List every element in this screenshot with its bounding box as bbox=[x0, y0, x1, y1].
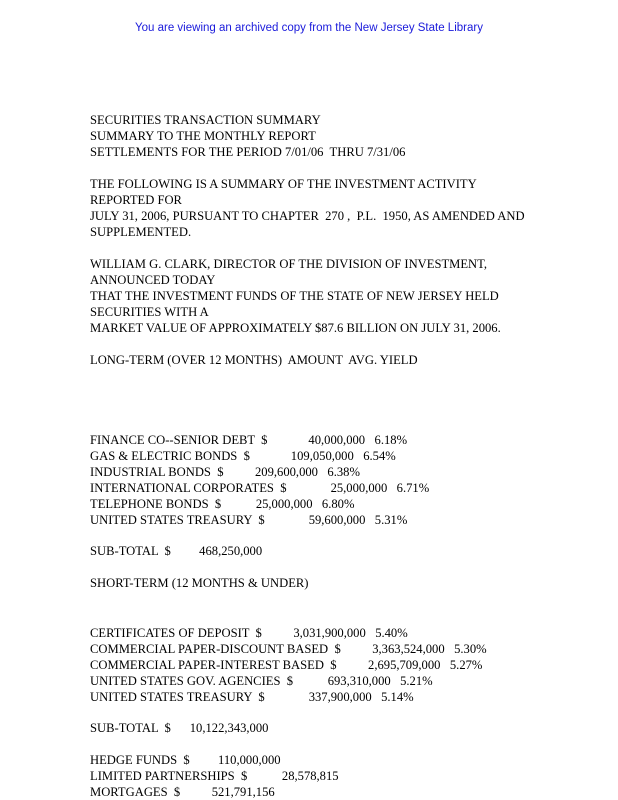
long-term-row: FINANCE CO--SENIOR DEBT $ 40,000,000 6.18% bbox=[90, 433, 408, 447]
short-term-subtotal: SUB-TOTAL $ 10,122,343,000 bbox=[90, 721, 269, 735]
short-term-row: UNITED STATES GOV. AGENCIES $ 693,310,000 5.21% bbox=[90, 674, 433, 688]
long-term-row: TELEPHONE BONDS $ 25,000,000 6.80% bbox=[90, 497, 355, 511]
short-term-row: COMMERCIAL PAPER-INTEREST BASED $ 2,695,709,000 5.27% bbox=[90, 658, 483, 672]
archive-banner: You are viewing an archived copy from the New Jersey State Library bbox=[135, 22, 483, 34]
intro-line-1: THE FOLLOWING IS A SUMMARY OF THE INVESTMENT ACTIVITY bbox=[90, 177, 477, 191]
other-holding-row: LIMITED PARTNERSHIPS $ 28,578,815 bbox=[90, 769, 339, 783]
intro-line-4: SUPPLEMENTED. bbox=[90, 225, 192, 239]
announcement-line-3: THAT THE INVESTMENT FUNDS OF THE STATE OF NEW JERSEY HELD bbox=[90, 289, 499, 303]
announcement-line-2: ANNOUNCED TODAY bbox=[90, 273, 216, 287]
intro-line-3: JULY 31, 2006, PURSUANT TO CHAPTER 270 , P.L. 1950, AS AMENDED AND bbox=[90, 209, 525, 223]
other-holding-row: MORTGAGES $ 521,791,156 bbox=[90, 785, 275, 799]
long-term-row: INDUSTRIAL BONDS $ 209,600,000 6.38% bbox=[90, 465, 360, 479]
intro-line-2: REPORTED FOR bbox=[90, 193, 182, 207]
long-term-row: INTERNATIONAL CORPORATES $ 25,000,000 6.71% bbox=[90, 481, 430, 495]
short-term-row: UNITED STATES TREASURY $ 337,900,000 5.14% bbox=[90, 690, 414, 704]
settlement-period: SETTLEMENTS FOR THE PERIOD 7/01/06 THRU 7/31/06 bbox=[90, 145, 406, 159]
long-term-row: GAS & ELECTRIC BONDS $ 109,050,000 6.54% bbox=[90, 449, 396, 463]
report-subtitle: SUMMARY TO THE MONTHLY REPORT bbox=[90, 129, 316, 143]
short-term-row: CERTIFICATES OF DEPOSIT $ 3,031,900,000 5.40% bbox=[90, 626, 408, 640]
announcement-line-1: WILLIAM G. CLARK, DIRECTOR OF THE DIVISION OF INVESTMENT, bbox=[90, 257, 488, 271]
long-term-subtotal: SUB-TOTAL $ 468,250,000 bbox=[90, 544, 263, 558]
short-term-header: SHORT-TERM (12 MONTHS & UNDER) bbox=[90, 576, 309, 590]
report-title: SECURITIES TRANSACTION SUMMARY bbox=[90, 113, 321, 127]
long-term-header: LONG-TERM (OVER 12 MONTHS) AMOUNT AVG. YIELD bbox=[90, 353, 418, 367]
announcement-line-5: MARKET VALUE OF APPROXIMATELY $87.6 BILLION ON JULY 31, 2006. bbox=[90, 321, 501, 335]
short-term-row: COMMERCIAL PAPER-DISCOUNT BASED $ 3,363,524,000 5.30% bbox=[90, 642, 487, 656]
announcement-line-4: SECURITIES WITH A bbox=[90, 305, 209, 319]
long-term-row: UNITED STATES TREASURY $ 59,600,000 5.31% bbox=[90, 513, 408, 527]
other-holding-row: HEDGE FUNDS $ 110,000,000 bbox=[90, 753, 281, 767]
